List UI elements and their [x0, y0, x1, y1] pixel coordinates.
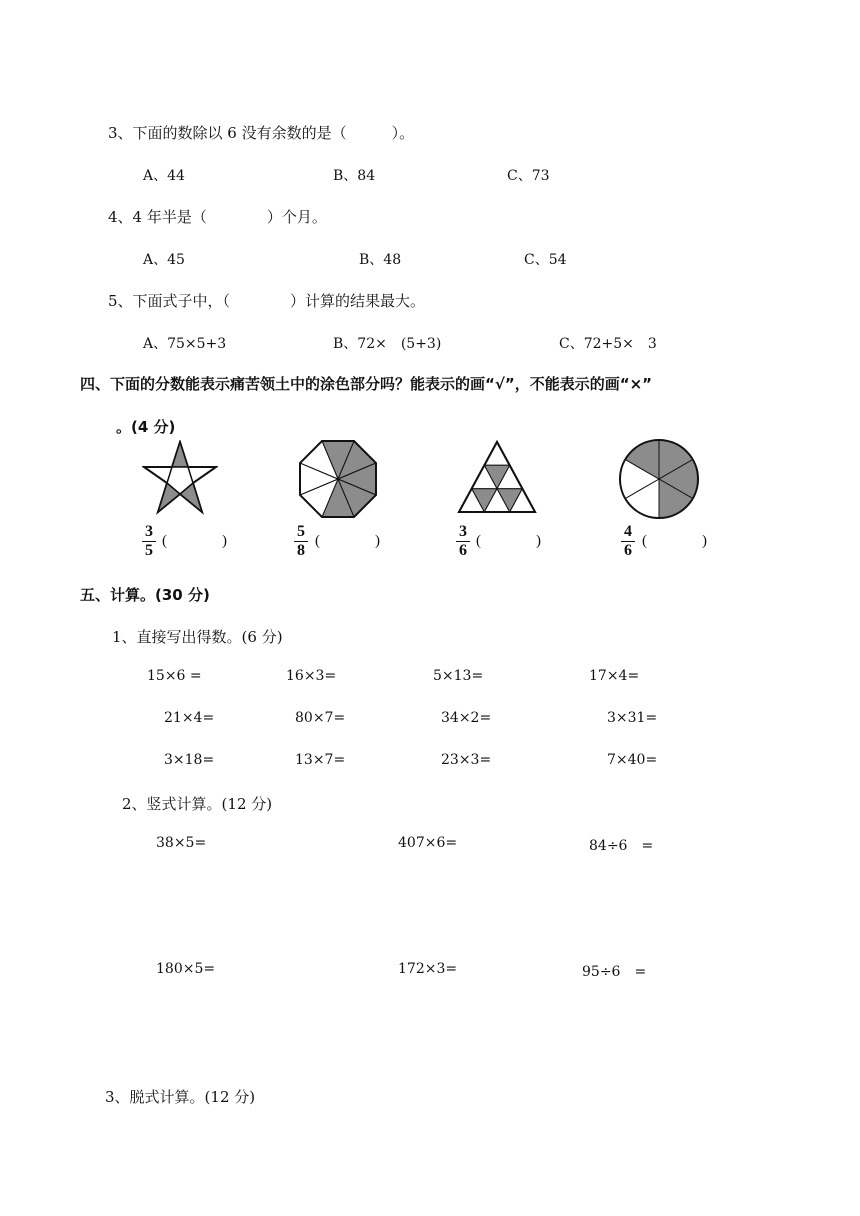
mental-calc-item: 16×3=: [286, 668, 337, 684]
vertical-calc-item: 172×3=: [398, 961, 458, 977]
part-2-title: 2、竖式计算。(12 分): [122, 795, 273, 813]
mental-calc-item: 34×2=: [441, 710, 492, 726]
section-4-title-points: 。(4 分): [116, 418, 176, 436]
fraction-star: [142, 524, 156, 559]
fraction-star-denominator: 5: [145, 542, 153, 559]
answer-paren-triangle-open[interactable]: (: [476, 533, 481, 549]
question-3-option-a: A、44: [143, 168, 185, 184]
question-5-stem: 5、下面式子中，（ ）计算的结果最大。: [108, 292, 426, 310]
fraction-circle-denominator: 6: [624, 542, 632, 559]
part-3-title: 3、脱式计算。(12 分): [105, 1088, 256, 1106]
part-1-title: 1、直接写出得数。(6 分): [112, 628, 283, 646]
mental-calc-item: 15×6 =: [147, 668, 202, 684]
octagon-figure: [296, 437, 380, 521]
question-3-option-c: C、73: [507, 168, 550, 184]
mental-calc-item: 5×13=: [433, 668, 484, 684]
star-figure: [142, 440, 218, 516]
fraction-octagon-denominator: 8: [297, 542, 305, 559]
question-3-stem: 3、下面的数除以 6 没有余数的是（ ）。: [108, 124, 415, 142]
section-5-title: 五、计算。(30 分): [80, 586, 210, 604]
section-4-title: 四、下面的分数能表示痛苦领土中的涂色部分吗？能表示的画“√”，不能表示的画“×”: [80, 375, 653, 393]
vertical-calc-item: 38×5=: [156, 835, 207, 851]
fraction-circle-numerator: 4: [624, 523, 632, 540]
fraction-triangle-denominator: 6: [459, 542, 467, 559]
vertical-calc-item: 407×6=: [398, 835, 458, 851]
fraction-triangle-numerator: 3: [459, 523, 467, 540]
fraction-triangle: [456, 524, 470, 559]
answer-paren-star-open[interactable]: (: [162, 533, 167, 549]
vertical-calc-item: 95÷6 =: [582, 964, 647, 980]
question-4-stem: 4、4 年半是（ ）个月。: [108, 208, 327, 226]
question-5-option-b: B、72× (5+3): [333, 336, 442, 352]
mental-calc-item: 3×18=: [164, 752, 215, 768]
answer-paren-circle-open[interactable]: (: [642, 533, 647, 549]
question-4-option-a: A、45: [143, 252, 185, 268]
question-5-option-c: C、72+5× 3: [559, 336, 657, 352]
vertical-calc-item: 84÷6 =: [589, 838, 654, 854]
answer-paren-triangle-close[interactable]: ): [536, 533, 541, 549]
mental-calc-item: 7×40=: [607, 752, 658, 768]
vertical-calc-item: 180×5=: [156, 961, 216, 977]
answer-paren-octagon-close[interactable]: ): [375, 533, 380, 549]
answer-paren-star-close[interactable]: ): [222, 533, 227, 549]
answer-paren-circle-close[interactable]: ): [702, 533, 707, 549]
fraction-octagon: [294, 524, 308, 559]
question-5-option-a: A、75×5+3: [143, 336, 227, 352]
mental-calc-item: 23×3=: [441, 752, 492, 768]
question-3-option-b: B、84: [333, 168, 376, 184]
fraction-octagon-numerator: 5: [297, 523, 305, 540]
mental-calc-item: 80×7=: [295, 710, 346, 726]
circle-figure: [617, 437, 701, 521]
question-4-option-b: B、48: [359, 252, 402, 268]
triangle-figure: [457, 440, 537, 516]
mental-calc-item: 21×4=: [164, 710, 215, 726]
fraction-star-numerator: 3: [145, 523, 153, 540]
answer-paren-octagon-open[interactable]: (: [315, 533, 320, 549]
mental-calc-item: 3×31=: [607, 710, 658, 726]
question-4-option-c: C、54: [524, 252, 567, 268]
fraction-circle: [621, 524, 635, 559]
mental-calc-item: 13×7=: [295, 752, 346, 768]
mental-calc-item: 17×4=: [589, 668, 640, 684]
